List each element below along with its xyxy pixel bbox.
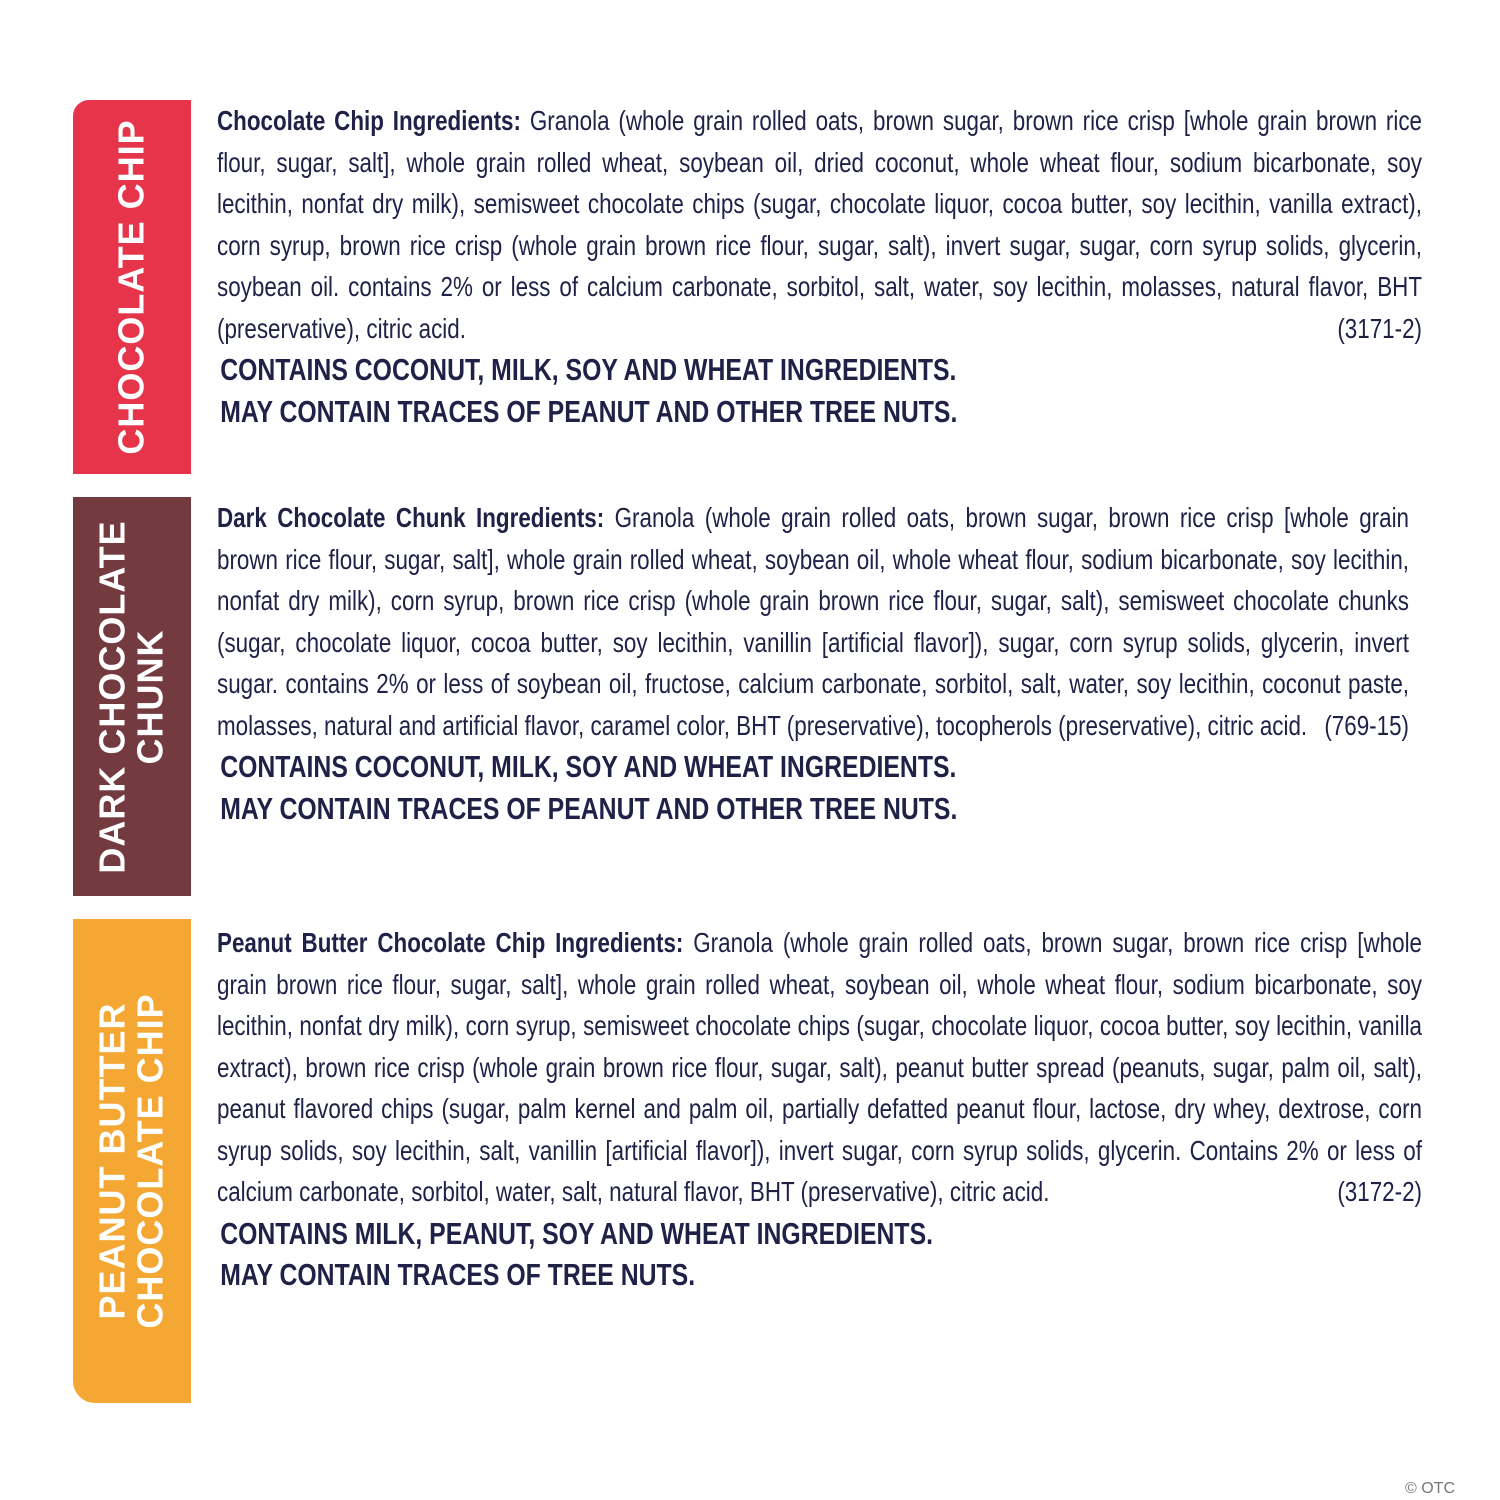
ingredients-title: Peanut Butter Chocolate Chip Ingredients: [217, 927, 684, 958]
ingredients-text: Granola (whole grain rolled oats, brown sugar, brown rice crisp [whole grain brown rice flour, sugar, salt], whole grain rolled wheat, soybean oil, dried coconut, whole wheat flour, sodium bicarbonate, soy lecithin, nonfat dry milk), semisweet chocolate chips (sugar, chocolate liquor, cocoa butter, soy lecithin, vanilla extract), corn syrup, brown rice crisp (whole grain brown rice flour, sugar, salt), invert sugar, sugar, corn syrup solids, glycerin, soybean oil. contains 2% or less of calcium carbonate, sorbitol, salt, water, soy lecithin, molasses, natural flavor, BHT (preservative), citric acid. [217, 105, 1422, 344]
allergen-may-contain: MAY CONTAIN TRACES OF PEANUT AND OTHER TREE NUTS. [220, 393, 958, 429]
allergen-contains: CONTAINS MILK, PEANUT, SOY AND WHEAT INGREDIENTS. [220, 1215, 933, 1251]
allergen-may-contain: MAY CONTAIN TRACES OF PEANUT AND OTHER TREE NUTS. [220, 790, 958, 826]
copyright-watermark: © OTC [1405, 1480, 1456, 1497]
section-chocolate-chip [217, 100, 1422, 432]
tab-label-chocolate-chip [113, 119, 151, 454]
ingredients-title: Dark Chocolate Chunk Ingredients: [217, 502, 605, 533]
tab-dark-chocolate-chunk [73, 497, 191, 896]
ingredients-paragraph [217, 497, 1409, 746]
product-code: (3172-2) [1337, 1176, 1422, 1207]
tab-label-dark-chocolate-chunk [94, 520, 170, 873]
tab-chocolate-chip [73, 100, 191, 474]
ingredients-paragraph [217, 100, 1422, 349]
tab-label-peanut-butter-chocolate-chip [94, 993, 170, 1328]
allergen-contains: CONTAINS COCONUT, MILK, SOY AND WHEAT INGREDIENTS. [220, 749, 957, 784]
product-code: (769-15) [1324, 709, 1409, 741]
ingredients-paragraph [217, 922, 1422, 1213]
allergen-contains: CONTAINS COCONUT, MILK, SOY AND WHEAT INGREDIENTS. [220, 352, 957, 387]
tab-label-line: PEANUT BUTTER [92, 1002, 134, 1320]
tab-peanut-butter-chocolate-chip [73, 919, 191, 1403]
tab-label-line: CHOCOLATE CHIP [111, 119, 153, 455]
ingredients-title: Chocolate Chip Ingredients: [217, 105, 521, 136]
tab-label-line: DARK CHOCOLATE [92, 519, 133, 874]
ingredients-text: Granola (whole grain rolled oats, brown sugar, brown rice crisp [whole grain brown rice flour, sugar, salt], whole grain rolled wheat, soybean oil, whole wheat flour, sodium bicarbonate, soy lecithin, nonfat dry milk), corn syrup, semisweet chocolate chips (sugar, chocolate liquor, cocoa butter, soy lecithin, vanilla extract), brown rice crisp (whole grain brown rice flour, sugar, salt), peanut butter spread (peanuts, sugar, palm oil, salt), peanut flavored chips (sugar, palm kernel and palm oil, partially defatted peanut flour, lactose, dry whey, dextrose, corn syrup solids, soy lecithin, salt, vanillin [artificial flavor]), invert sugar, corn syrup solids, glycerin. Contains 2% or less of calcium carbonate, sorbitol, water, salt, natural flavor, BHT (preservative), citric acid. [217, 927, 1423, 1207]
allergen-may-contain: MAY CONTAIN TRACES OF TREE NUTS. [220, 1257, 696, 1292]
section-dark-chocolate-chunk [217, 497, 1409, 829]
tab-label-line: CHUNK [130, 629, 171, 764]
ingredients-text: Granola (whole grain rolled oats, brown sugar, brown rice crisp [whole grain brown rice flour, sugar, salt], whole grain rolled wheat, soybean oil, whole wheat flour, sodium bicarbonate, soy lecithin, nonfat dry milk), corn syrup, brown rice crisp (whole grain brown rice flour, sugar, salt), semisweet chocolate chunks (sugar, chocolate liquor, cocoa butter, soy lecithin, vanillin [artificial flavor]), sugar, corn syrup solids, glycerin, invert sugar. contains 2% or less of soybean oil, fructose, calcium carbonate, sorbitol, salt, water, soy lecithin, coconut paste, molasses, natural and artificial flavor, caramel color, BHT (preservative), tocopherols (preservative), citric acid. [217, 502, 1410, 741]
tab-label-line: CHOCOLATE CHIP [130, 993, 172, 1329]
section-peanut-butter-chocolate-chip [217, 922, 1422, 1296]
product-code: (3171-2) [1337, 312, 1422, 344]
